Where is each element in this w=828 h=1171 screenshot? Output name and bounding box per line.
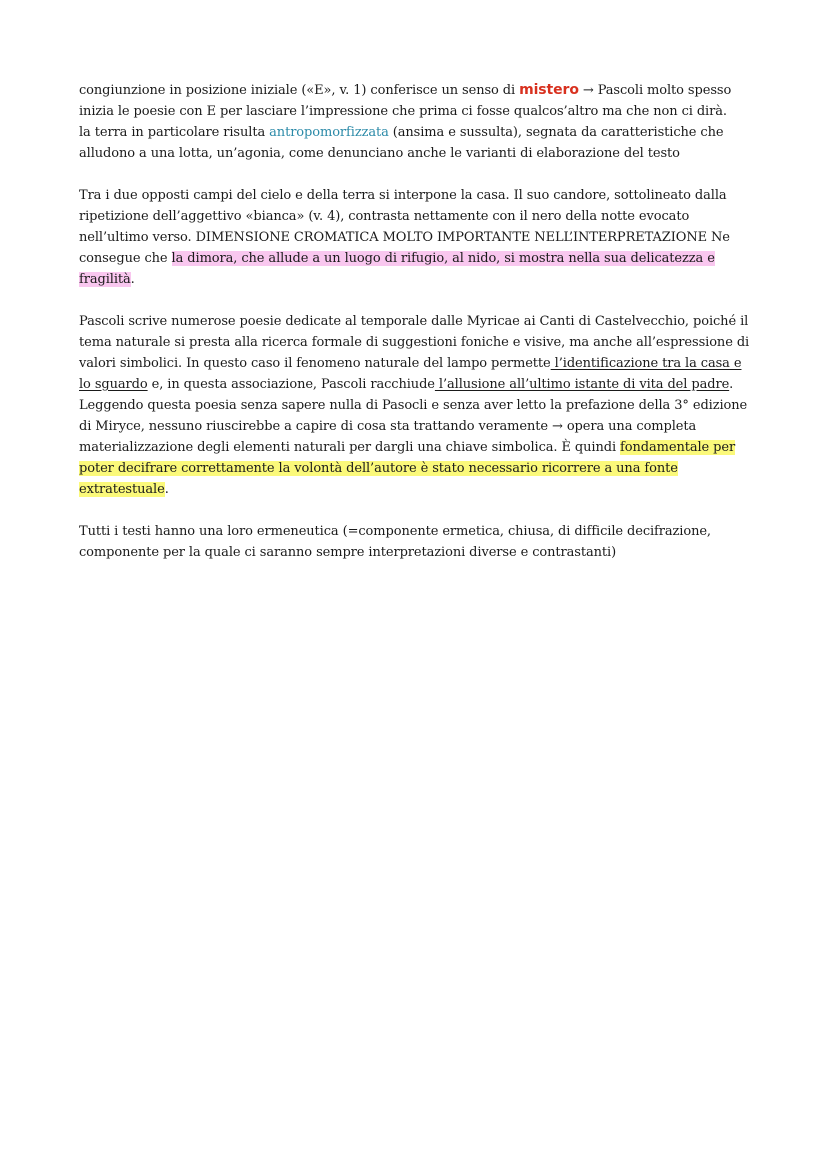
- text-line: [79, 185, 751, 290]
- paragraph-mistero: [79, 80, 751, 164]
- text-segment: .: [164, 482, 169, 497]
- text-line: [79, 122, 751, 164]
- text-segment: .: [729, 377, 734, 392]
- paragraph-temporale: [79, 311, 751, 500]
- text-segment: Tra i due opposti campi del cielo e della terra si interpone la casa. Il suo candore, sottolineato dalla ripetizione dell’aggettivo «bianca» (v. 4), contrasta nettamente con il nero della notte evocato nell’ultimo verso. DIMENSIONE CROMATICA MOLTO IMPORTANTE NELL’INTERPRETAZIONE Ne consegue che: [79, 188, 730, 266]
- text-segment: la terra in particolare risulta: [79, 125, 270, 140]
- document-page: [79, 80, 751, 584]
- yellow-highlight: fondamentale per poter decifrare correttamente la volontà dell’autore è stato necessario ricorrere a una fonte extratestuale: [79, 440, 736, 497]
- text-line: Tutti i testi hanno una loro ermeneutica (=componente ermetica, chiusa, di difficile decifrazione, componente per la quale ci saranno sempre interpretazioni diverse e contrastanti): [79, 524, 711, 560]
- text-segment: Pascoli scrive numerose poesie dedicate al temporale dalle Myricae ai Canti di Castelvecchio, poiché il tema naturale si presta alla ricerca formale di suggestioni foniche e visive, ma anche all’espressione di valori simbolici. In questo caso il fenomeno naturale del lampo permette: [79, 314, 750, 371]
- text-line: [79, 311, 751, 395]
- underlined-text: l’allusione all’ultimo istante di vita del padre: [434, 377, 730, 392]
- text-segment: → Pascoli molto spesso inizia le poesie con E per lasciare l’impressione che prima ci fosse qualcos’altro ma che non ci dirà.: [79, 83, 732, 119]
- text-line: [79, 395, 751, 500]
- keyword-mistero: mistero: [519, 82, 579, 98]
- text-segment: (ansima e sussulta), segnata da caratteristiche che alludono a una lotta, un’agonia, come denunciano anche le varianti di elaborazione del testo: [79, 125, 724, 161]
- text-line: [79, 80, 751, 122]
- paragraph-ermeneutica: [79, 521, 751, 563]
- text-segment: .: [130, 272, 135, 287]
- text-segment: Leggendo questa poesia senza sapere nulla di Pasocli e senza aver letto la prefazione della 3° edizione di Miryce, nessuno riuscirebbe a capire di cosa sta trattando veramente → opera una completa materializzazione degli elementi naturali per dargli una chiave simbolica. È quindi: [79, 398, 748, 455]
- pink-highlight: la dimora, che allude a un luogo di rifugio, al nido, si mostra nella sua delicatezza e fragilità: [79, 251, 715, 287]
- underlined-text: l’identificazione tra la casa e lo sguardo: [79, 356, 742, 392]
- keyword-antropomorfizzata: antropomorfizzata: [269, 125, 389, 140]
- text-segment: congiunzione in posizione iniziale («E», v. 1) conferisce un senso di: [79, 83, 520, 98]
- paragraph-casa: [79, 185, 751, 290]
- text-segment: e, in questa associazione, Pascoli racchiude: [147, 377, 435, 392]
